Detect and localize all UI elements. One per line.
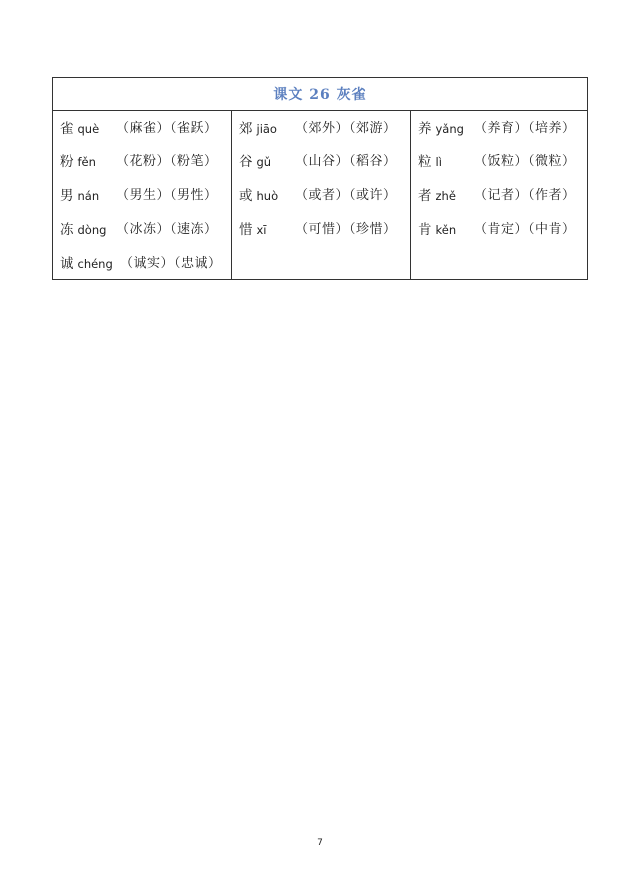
vocab-character: 男 [60,188,74,204]
vocab-entry [239,152,397,172]
vocab-character: 者 [418,188,432,204]
vocab-words: （可惜）（珍惜） [295,222,397,237]
vocab-words: （诚实）（忠诚） [120,256,222,271]
vocab-character: 肯 [418,222,432,238]
vocab-character: 粉 [60,154,74,170]
vocab-words: （或者）（或许） [295,188,397,203]
vocab-words: （饭粒）（微粒） [474,154,576,169]
vocab-entry [60,119,218,139]
vocab-character: 惜 [239,222,253,238]
vocabulary-table [52,77,588,280]
vocab-entry [418,186,576,206]
vocab-pinyin: lì [435,155,442,169]
table-header [53,78,587,111]
vocab-pinyin: nán [77,189,100,203]
vocab-entry [239,186,397,206]
vocab-character: 养 [418,121,432,137]
vocab-character: 郊 [239,121,253,137]
vocab-character: 或 [239,188,253,204]
vocab-entry [60,254,222,274]
vocab-words: （麻雀）（雀跃） [116,121,218,136]
vocab-character: 粒 [418,154,432,170]
vocab-words: （郊外）（郊游） [295,121,397,136]
vocab-pinyin: zhě [435,189,456,203]
vocab-words: （记者）（作者） [474,188,576,203]
vocab-pinyin: huò [256,189,279,203]
vocab-entry [418,119,576,139]
vocab-pinyin: gǔ [256,155,272,169]
vocab-pinyin: kěn [435,223,457,237]
vocab-words: （花粉）（粉笔） [116,154,218,169]
vocab-words: （肯定）（中肯） [474,222,576,237]
lesson-title: 课文 26 灰雀 [273,87,367,103]
vocab-entry [60,220,218,240]
vocab-pinyin: què [77,122,100,136]
vocab-entry [239,220,397,240]
vocab-entry [239,119,397,139]
vocab-pinyin: yǎng [435,122,464,136]
vocab-column-1 [53,111,232,279]
vocab-character: 诚 [60,256,74,272]
vocab-character: 冻 [60,222,74,238]
vocab-column-2 [232,111,411,279]
table-body [53,111,587,279]
vocab-character: 谷 [239,154,253,170]
vocab-words: （养育）（培养） [474,121,576,136]
vocab-pinyin: dòng [77,223,107,237]
vocab-words: （冰冻）（速冻） [116,222,218,237]
page-number: 7 [317,838,323,848]
vocab-words: （男生）（男性） [116,188,218,203]
vocab-entry [60,186,218,206]
vocab-pinyin: xī [256,223,267,237]
vocab-column-3 [411,111,587,279]
vocab-pinyin: chéng [77,257,113,271]
vocab-character: 雀 [60,121,74,137]
vocab-pinyin: jiāo [256,122,277,136]
vocab-entry [418,220,576,240]
vocab-words: （山谷）（稻谷） [295,154,397,169]
vocab-entry [60,152,218,172]
vocab-pinyin: fěn [77,155,96,169]
vocab-entry [418,152,576,172]
